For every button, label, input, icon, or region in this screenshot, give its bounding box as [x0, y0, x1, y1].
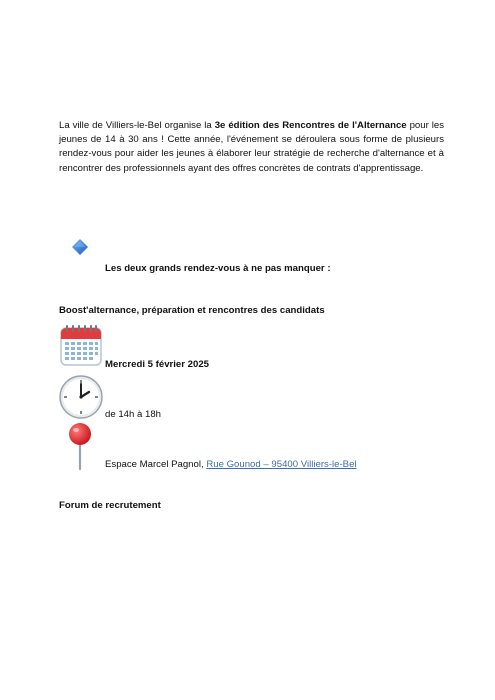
venue-name: Espace Marcel Pagnol,: [105, 459, 207, 470]
clock-icon: [58, 374, 104, 420]
blue-diamond-icon: [71, 238, 89, 256]
highlights-heading: Les deux grands rendez-vous à ne pas manquer :: [105, 263, 331, 274]
address-link[interactable]: Rue Gounod – 95400 Villiers-le-Bel: [206, 459, 357, 470]
event-address: [105, 459, 357, 470]
intro-event-name: 3e édition des Rencontres de l'Alternance: [214, 120, 407, 131]
round-pushpin-icon: [63, 422, 97, 472]
intro-text-1: La ville de Villiers-le-Bel organise la: [59, 120, 215, 131]
event-time: de 14h à 18h: [105, 409, 162, 420]
calendar-icon: [59, 323, 103, 367]
event-date: Mercredi 5 février 2025: [105, 359, 209, 370]
intro-paragraph: [59, 119, 444, 176]
forum-title: Forum de recrutement: [59, 500, 161, 511]
event-title: Boost'alternance, préparation et rencontres des candidats: [59, 305, 325, 316]
intro-text-2: pour les jeunes de 14 à 30 ans ! Cette année, l'événement se déroulera sous forme de plusieurs rendez-vous pour aider les jeunes à élaborer leur stratégie de recherche d'alternance et à rencontrer des professionnels ayant des offres concrètes de contrats d'apprentissage.: [59, 120, 445, 174]
